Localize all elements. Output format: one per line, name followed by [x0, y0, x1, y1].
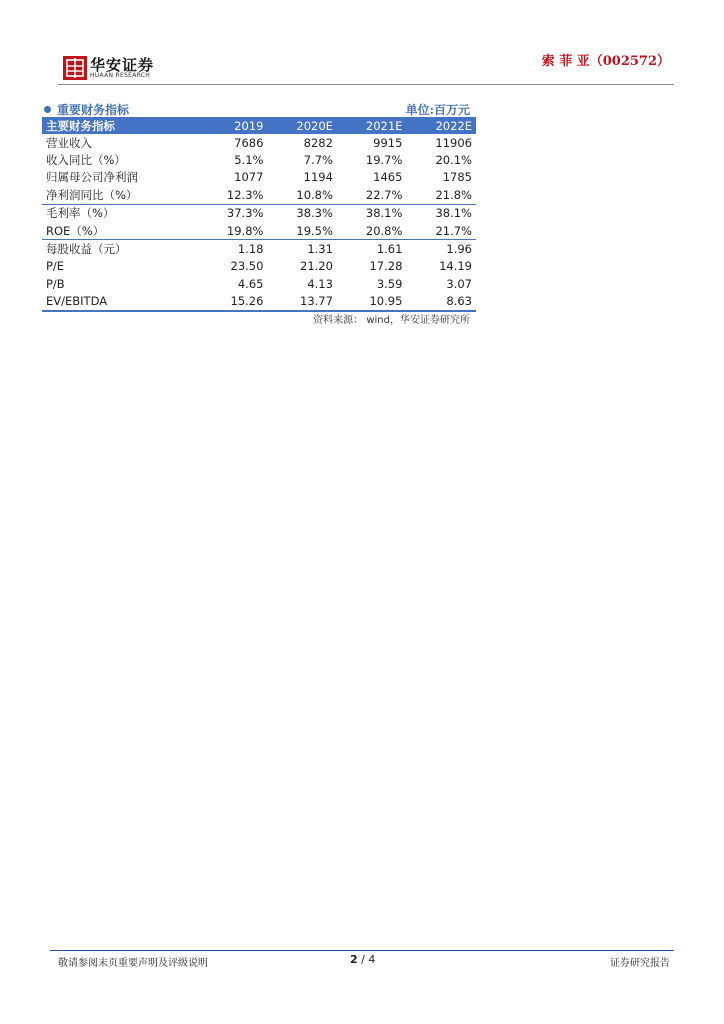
table-cell: 12.3% — [198, 186, 267, 204]
table-cell: 1.31 — [307, 242, 333, 257]
table-row — [42, 258, 476, 275]
row-label: 归属母公司净利润 — [46, 170, 138, 185]
page-header — [58, 48, 674, 84]
section-title-text: 重要财务指标 — [57, 103, 130, 117]
table-cell: 4.65 — [237, 276, 264, 291]
table-cell: 15.26 — [198, 293, 267, 311]
footer-report-type: 证券研究报告 — [610, 958, 670, 969]
page-separator: / — [357, 953, 369, 966]
row-label: P/B — [46, 276, 65, 291]
header-divider — [58, 84, 674, 85]
table-cell: 5.1% — [234, 153, 264, 168]
table-cell: 19.8% — [198, 222, 267, 240]
brand-subtitle: HUAAN RESEARCH — [90, 72, 151, 79]
page-total: 4 — [368, 953, 376, 966]
table-cell: 19.5% — [267, 222, 336, 240]
table-cell: 1194 — [303, 170, 333, 185]
table-cell: 38.3% — [296, 206, 333, 221]
table-cell: 4.13 — [307, 276, 333, 291]
page-current: 2 — [350, 953, 358, 966]
table-cell: 7.7% — [303, 153, 333, 168]
table-cell: 19.7% — [365, 153, 403, 168]
row-label: P/E — [46, 259, 65, 274]
table-row — [42, 240, 476, 258]
row-label: 毛利率（%） — [46, 206, 115, 221]
table-cell: 9915 — [373, 135, 403, 150]
table-row — [42, 204, 476, 222]
table-source: 资料来源： wind，华安证券研究所 — [313, 315, 470, 326]
company-title: 索 菲 亚（002572） — [541, 54, 670, 69]
table-cell: 3.59 — [376, 276, 403, 291]
footer-disclaimer: 敬请参阅末页重要声明及评级说明 — [58, 958, 208, 969]
bullet-icon — [44, 106, 51, 113]
table-cell: 21.20 — [300, 259, 333, 274]
footer-divider — [50, 950, 674, 951]
table-cell: 8282 — [303, 135, 333, 150]
table-cell: 10.8% — [267, 186, 336, 204]
table-cell: 11906 — [435, 135, 472, 150]
column-header: 2019 — [198, 117, 267, 134]
table-row — [42, 222, 476, 240]
table-cell: 21.7% — [406, 222, 476, 240]
column-header: 2020E — [267, 117, 336, 134]
table-cell: 1785 — [442, 170, 472, 185]
table-cell: 22.7% — [337, 186, 406, 204]
table-cell: 20.1% — [435, 153, 472, 168]
table-cell: 1465 — [373, 170, 403, 185]
table-cell: 13.77 — [267, 293, 336, 311]
table-row — [42, 275, 476, 292]
table-cell: 21.8% — [406, 186, 476, 204]
row-label: 收入同比（%） — [46, 153, 126, 168]
table-cell: 1.18 — [237, 242, 264, 257]
financial-table — [42, 117, 476, 312]
section-title — [44, 101, 129, 118]
table-row — [42, 151, 476, 168]
table-row — [42, 134, 476, 151]
table-cell: 3.07 — [446, 276, 472, 291]
table-cell: 20.8% — [337, 222, 406, 240]
column-header: 2021E — [337, 117, 406, 134]
table-cell: 23.50 — [230, 259, 264, 274]
table-header-row — [42, 117, 476, 134]
row-label: EV/EBITDA — [42, 293, 198, 311]
table-row — [42, 186, 476, 204]
table-cell: 37.3% — [226, 206, 264, 221]
page-number — [350, 953, 375, 966]
table-cell: 7686 — [234, 135, 264, 150]
row-label: ROE（%） — [42, 222, 198, 240]
table-cell: 38.1% — [435, 206, 472, 221]
row-label: 每股收益（元） — [46, 242, 127, 257]
table-cell: 8.63 — [406, 293, 476, 311]
unit-label: 单位:百万元 — [405, 103, 470, 117]
table-cell: 1.61 — [376, 242, 403, 257]
row-label: 营业收入 — [46, 135, 92, 150]
table-cell: 14.19 — [439, 259, 472, 274]
table-cell: 1.96 — [446, 242, 472, 257]
row-label: 净利润同比（%） — [42, 186, 198, 204]
table-row — [42, 293, 476, 311]
table-cell: 1077 — [234, 170, 264, 185]
huaan-logo-icon — [63, 56, 87, 80]
table-row — [42, 169, 476, 186]
column-header: 主要财务指标 — [42, 117, 198, 134]
table-cell: 10.95 — [337, 293, 406, 311]
table-cell: 17.28 — [369, 259, 403, 274]
column-header: 2022E — [406, 117, 476, 134]
table-cell: 38.1% — [365, 206, 403, 221]
brand-name: 华安证券 — [90, 56, 155, 74]
